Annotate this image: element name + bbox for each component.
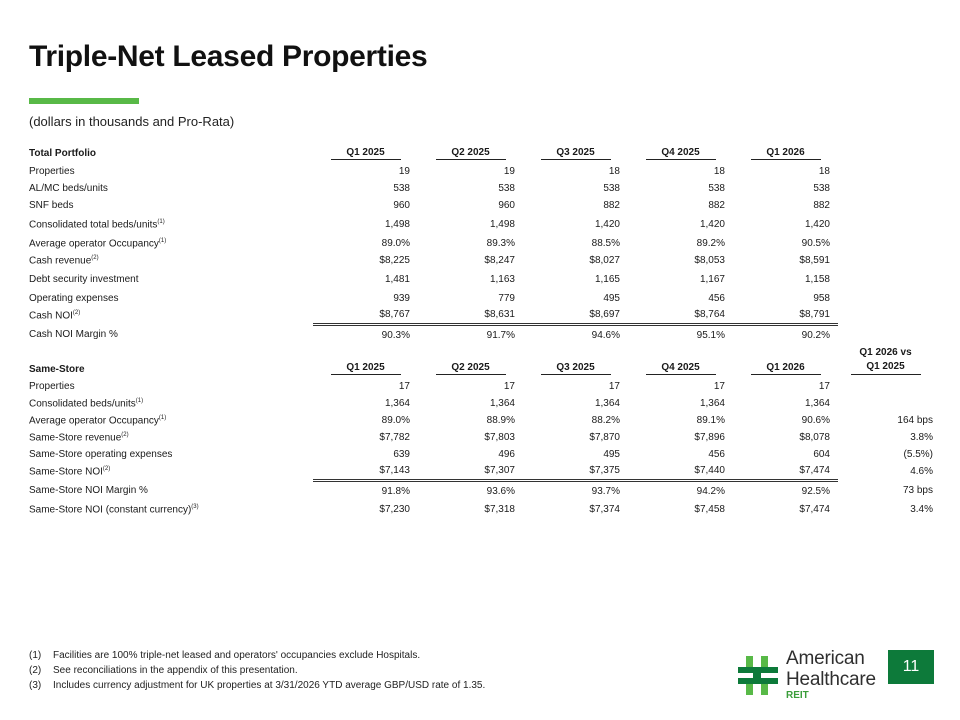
table-cell: $7,230 <box>379 504 410 515</box>
table-cell: 1,420 <box>699 219 725 230</box>
change-cell <box>838 378 933 395</box>
table-cell: 1,364 <box>804 398 830 409</box>
table-cell: 538 <box>813 183 830 194</box>
row-label-text: Same-Store NOI Margin % <box>29 485 148 496</box>
table-cell: 91.7% <box>486 329 515 341</box>
column-header-text: Q2 2025 <box>436 362 506 375</box>
title-accent-bar <box>29 98 139 104</box>
table-cell: $8,631 <box>418 307 523 324</box>
row-label-text: Cash NOI Margin % <box>29 329 118 340</box>
table-cell: $7,143 <box>313 463 418 480</box>
table-row <box>29 446 933 463</box>
table-cell: $7,870 <box>589 432 620 443</box>
table-cell: 93.7% <box>591 485 620 497</box>
row-label-text: Properties <box>29 381 75 392</box>
table-row <box>29 269 933 290</box>
empty-cell <box>838 214 933 235</box>
row-label-text: Average operator Occupancy <box>29 238 159 250</box>
table-cell: 456 <box>708 449 725 460</box>
table-row <box>29 395 933 412</box>
table-cell: $8,697 <box>523 307 628 324</box>
table-cell: $8,247 <box>484 255 515 266</box>
table-cell: 1,167 <box>699 274 725 285</box>
table-cell: 1,364 <box>699 398 725 409</box>
table-cell: 538 <box>393 183 410 194</box>
table-cell: $7,375 <box>523 463 628 480</box>
row-label-text: Same-Store NOI (constant currency) <box>29 504 192 516</box>
section-heading: Total Portfolio <box>29 148 97 159</box>
table-row <box>29 163 933 180</box>
row-label <box>29 180 313 197</box>
column-header <box>628 144 733 163</box>
table-cell: $7,458 <box>694 504 725 515</box>
column-header-text: Q3 2025 <box>541 362 611 375</box>
total-portfolio-table <box>29 144 933 345</box>
table-cell: 89.3% <box>486 238 515 249</box>
table-cell: $7,374 <box>589 504 620 515</box>
column-header <box>418 346 523 378</box>
empty-header <box>838 144 933 163</box>
table-cell: 17 <box>818 381 830 392</box>
table-cell: 882 <box>603 200 620 211</box>
table-cell: $8,027 <box>589 255 620 266</box>
row-label-text: Same-Store operating expenses <box>29 449 173 460</box>
column-header <box>523 144 628 163</box>
column-header-text: Q1 2026 <box>751 147 821 160</box>
row-label <box>29 501 313 518</box>
table-cell: 88.9% <box>486 415 515 426</box>
table-row <box>29 290 933 307</box>
row-label <box>29 197 313 214</box>
row-label <box>29 307 313 324</box>
row-label <box>29 429 313 446</box>
logo-line-american: American <box>786 648 865 669</box>
table-row <box>29 324 933 345</box>
table-cell: $7,307 <box>418 463 523 480</box>
column-header-text: Q2 2025 <box>436 147 506 160</box>
table-cell: 93.6% <box>486 485 515 497</box>
footnote-text: See reconciliations in the appendix of this presentation. <box>53 665 298 676</box>
table-row <box>29 252 933 269</box>
footnote-ref: (2) <box>102 465 111 472</box>
table-cell: 1,165 <box>594 274 620 285</box>
table-cell: 17 <box>503 381 515 392</box>
footnote-ref: (3) <box>191 503 199 510</box>
change-cell <box>838 395 933 412</box>
table-cell: 779 <box>498 293 515 304</box>
table-cell: 89.1% <box>696 415 725 426</box>
compare-header <box>838 346 933 378</box>
row-label <box>29 446 313 463</box>
row-label-text: Average operator Occupancy <box>29 415 159 427</box>
footnote-item <box>29 678 485 693</box>
table-cell: 89.0% <box>381 415 410 426</box>
footnote-text: Facilities are 100% triple-net leased and operators' occupancies exclude Hospitals. <box>53 650 421 661</box>
table-row <box>29 214 933 235</box>
row-label-text: Same-Store NOI <box>29 466 103 478</box>
table-cell: 91.8% <box>381 485 410 497</box>
table-cell: 604 <box>813 449 830 460</box>
table-cell: 19 <box>503 166 515 177</box>
table-cell: 1,364 <box>489 398 515 409</box>
row-label <box>29 252 313 269</box>
table-cell: 456 <box>708 293 725 304</box>
table-cell: $8,078 <box>799 432 830 443</box>
empty-cell <box>838 290 933 307</box>
header-row <box>29 346 933 378</box>
compare-header-line2: Q1 2025 <box>866 361 905 372</box>
table-cell: $7,474 <box>733 463 838 480</box>
logo-line-reit: REIT <box>786 690 809 701</box>
row-label <box>29 463 313 480</box>
table-cell: $7,896 <box>694 432 725 443</box>
page-subtitle: (dollars in thousands and Pro-Rata) <box>29 114 235 129</box>
table-cell: $8,767 <box>313 307 418 324</box>
table-cell: 960 <box>498 200 515 211</box>
table-cell: 92.5% <box>801 485 830 497</box>
page-number: 11 <box>888 650 934 684</box>
footnote-ref: (2) <box>121 431 129 438</box>
row-label <box>29 378 313 395</box>
table-row <box>29 480 933 501</box>
table-cell: 495 <box>603 293 620 304</box>
empty-cell <box>838 197 933 214</box>
table-cell: 939 <box>393 293 410 304</box>
table-cell: 1,364 <box>594 398 620 409</box>
column-header-text: Q1 2025 <box>331 362 401 375</box>
row-label-text: Consolidated beds/units <box>29 398 136 410</box>
empty-cell <box>838 180 933 197</box>
table-cell: $8,791 <box>733 307 838 324</box>
change-cell: 164 bps <box>897 415 933 426</box>
column-header-text: Q1 2025 <box>331 147 401 160</box>
company-logo <box>736 648 886 701</box>
row-label <box>29 412 313 429</box>
table-cell: 960 <box>393 200 410 211</box>
table-cell: $8,053 <box>694 255 725 266</box>
column-header <box>523 346 628 378</box>
table-cell: 94.6% <box>591 329 620 341</box>
change-cell: 4.6% <box>910 466 933 477</box>
change-cell: (5.5%) <box>903 449 933 460</box>
column-header <box>733 144 838 163</box>
table-cell: $7,803 <box>484 432 515 443</box>
table-cell: 958 <box>813 293 830 304</box>
column-header <box>418 144 523 163</box>
table-cell: 90.5% <box>801 238 830 249</box>
footnote-text: Includes currency adjustment for UK properties at 3/31/2026 YTD average GBP/USD rate of 1.35. <box>53 680 486 691</box>
empty-cell <box>838 163 933 180</box>
footnote-number: (3) <box>29 680 42 691</box>
table-cell: $7,440 <box>628 463 733 480</box>
section-heading: Same-Store <box>29 364 85 375</box>
footnote-ref: (1) <box>158 414 167 421</box>
header-row <box>29 144 933 163</box>
table-cell: 17 <box>608 381 620 392</box>
footnote-item <box>29 663 485 678</box>
row-label <box>29 480 313 501</box>
row-label-text: Properties <box>29 166 75 177</box>
footnote-ref: (1) <box>135 397 144 404</box>
column-header <box>628 346 733 378</box>
table-cell: 19 <box>398 166 410 177</box>
table-cell: 18 <box>713 166 725 177</box>
table-row <box>29 501 933 518</box>
table-cell: 882 <box>708 200 725 211</box>
logo-line-healthcare: Healthcare <box>786 669 876 690</box>
table-cell: 88.2% <box>591 415 620 426</box>
table-row <box>29 412 933 429</box>
table-row <box>29 378 933 395</box>
table-cell: 1,158 <box>804 274 830 285</box>
footnotes <box>29 648 485 693</box>
table-cell: 1,498 <box>384 219 410 230</box>
change-cell: 3.8% <box>910 432 933 443</box>
table-cell: 95.1% <box>696 329 725 341</box>
table-row <box>29 463 933 480</box>
table-cell: 1,420 <box>594 219 620 230</box>
table-cell: $8,764 <box>628 307 733 324</box>
row-label-text: Same-Store revenue <box>29 432 122 444</box>
row-label-text: Operating expenses <box>29 293 119 304</box>
table-cell: 90.3% <box>381 329 410 341</box>
table-cell: 94.2% <box>696 485 725 497</box>
table-row <box>29 197 933 214</box>
row-label <box>29 269 313 290</box>
footnote-ref: (1) <box>157 218 165 225</box>
footnote-item <box>29 648 485 663</box>
green-cross-logo-icon <box>736 654 780 698</box>
table-row <box>29 180 933 197</box>
table-cell: $7,318 <box>484 504 515 515</box>
column-header <box>733 346 838 378</box>
page-title: Triple-Net Leased Properties <box>29 40 428 73</box>
column-header-text: Q1 2026 <box>751 362 821 375</box>
row-label-text: Debt security investment <box>29 274 139 285</box>
column-header <box>313 144 418 163</box>
row-label-text: Cash NOI <box>29 310 73 322</box>
table-cell: 538 <box>708 183 725 194</box>
row-label <box>29 290 313 307</box>
table-cell: 496 <box>498 449 515 460</box>
table-cell: 90.6% <box>801 415 830 426</box>
row-label-text: SNF beds <box>29 200 74 211</box>
table-row <box>29 429 933 446</box>
table-cell: 18 <box>818 166 830 177</box>
empty-cell <box>838 269 933 290</box>
table-cell: 89.0% <box>381 238 410 249</box>
row-label <box>29 324 313 345</box>
table-cell: 1,163 <box>489 274 515 285</box>
table-cell: 639 <box>393 449 410 460</box>
column-header-text: Q4 2025 <box>646 362 716 375</box>
footnote-ref: (2) <box>91 254 99 261</box>
footnote-ref: (2) <box>72 309 81 316</box>
same-store-table <box>29 346 933 518</box>
table-cell: 1,498 <box>489 219 515 230</box>
column-header <box>313 346 418 378</box>
row-label <box>29 163 313 180</box>
table-cell: 882 <box>813 200 830 211</box>
table-cell: 90.2% <box>801 329 830 341</box>
footnote-number: (1) <box>29 650 42 661</box>
compare-header-line1: Q1 2026 vs <box>859 347 912 358</box>
table-cell: 538 <box>603 183 620 194</box>
empty-cell <box>838 235 933 252</box>
table-cell: 17 <box>713 381 725 392</box>
table-cell: $7,782 <box>379 432 410 443</box>
row-label-text: Consolidated total beds/units <box>29 219 158 231</box>
empty-cell <box>838 324 933 345</box>
table-cell: $7,474 <box>799 504 830 515</box>
table-row <box>29 235 933 252</box>
row-label <box>29 395 313 412</box>
table-cell: 538 <box>498 183 515 194</box>
row-label <box>29 235 313 252</box>
compare-header-box <box>851 346 921 375</box>
table-cell: $8,225 <box>379 255 410 266</box>
table-cell: 17 <box>398 381 410 392</box>
table-cell: $8,591 <box>799 255 830 266</box>
table-cell: 1,481 <box>384 274 410 285</box>
table-cell: 89.2% <box>696 238 725 249</box>
table-row <box>29 307 933 324</box>
table-cell: 88.5% <box>591 238 620 249</box>
change-cell: 73 bps <box>902 485 933 496</box>
table-cell: 495 <box>603 449 620 460</box>
table-cell: 1,420 <box>804 219 830 230</box>
column-header-text: Q3 2025 <box>541 147 611 160</box>
footnote-ref: (1) <box>158 237 167 244</box>
empty-cell <box>838 252 933 269</box>
column-header-text: Q4 2025 <box>646 147 716 160</box>
change-cell: 3.4% <box>910 504 933 515</box>
table-cell: 1,364 <box>384 398 410 409</box>
footnote-number: (2) <box>29 665 42 676</box>
row-label-text: AL/MC beds/units <box>29 183 108 194</box>
row-label <box>29 214 313 235</box>
empty-cell <box>838 307 933 324</box>
table-cell: 18 <box>608 166 620 177</box>
row-label-text: Cash revenue <box>29 255 92 267</box>
